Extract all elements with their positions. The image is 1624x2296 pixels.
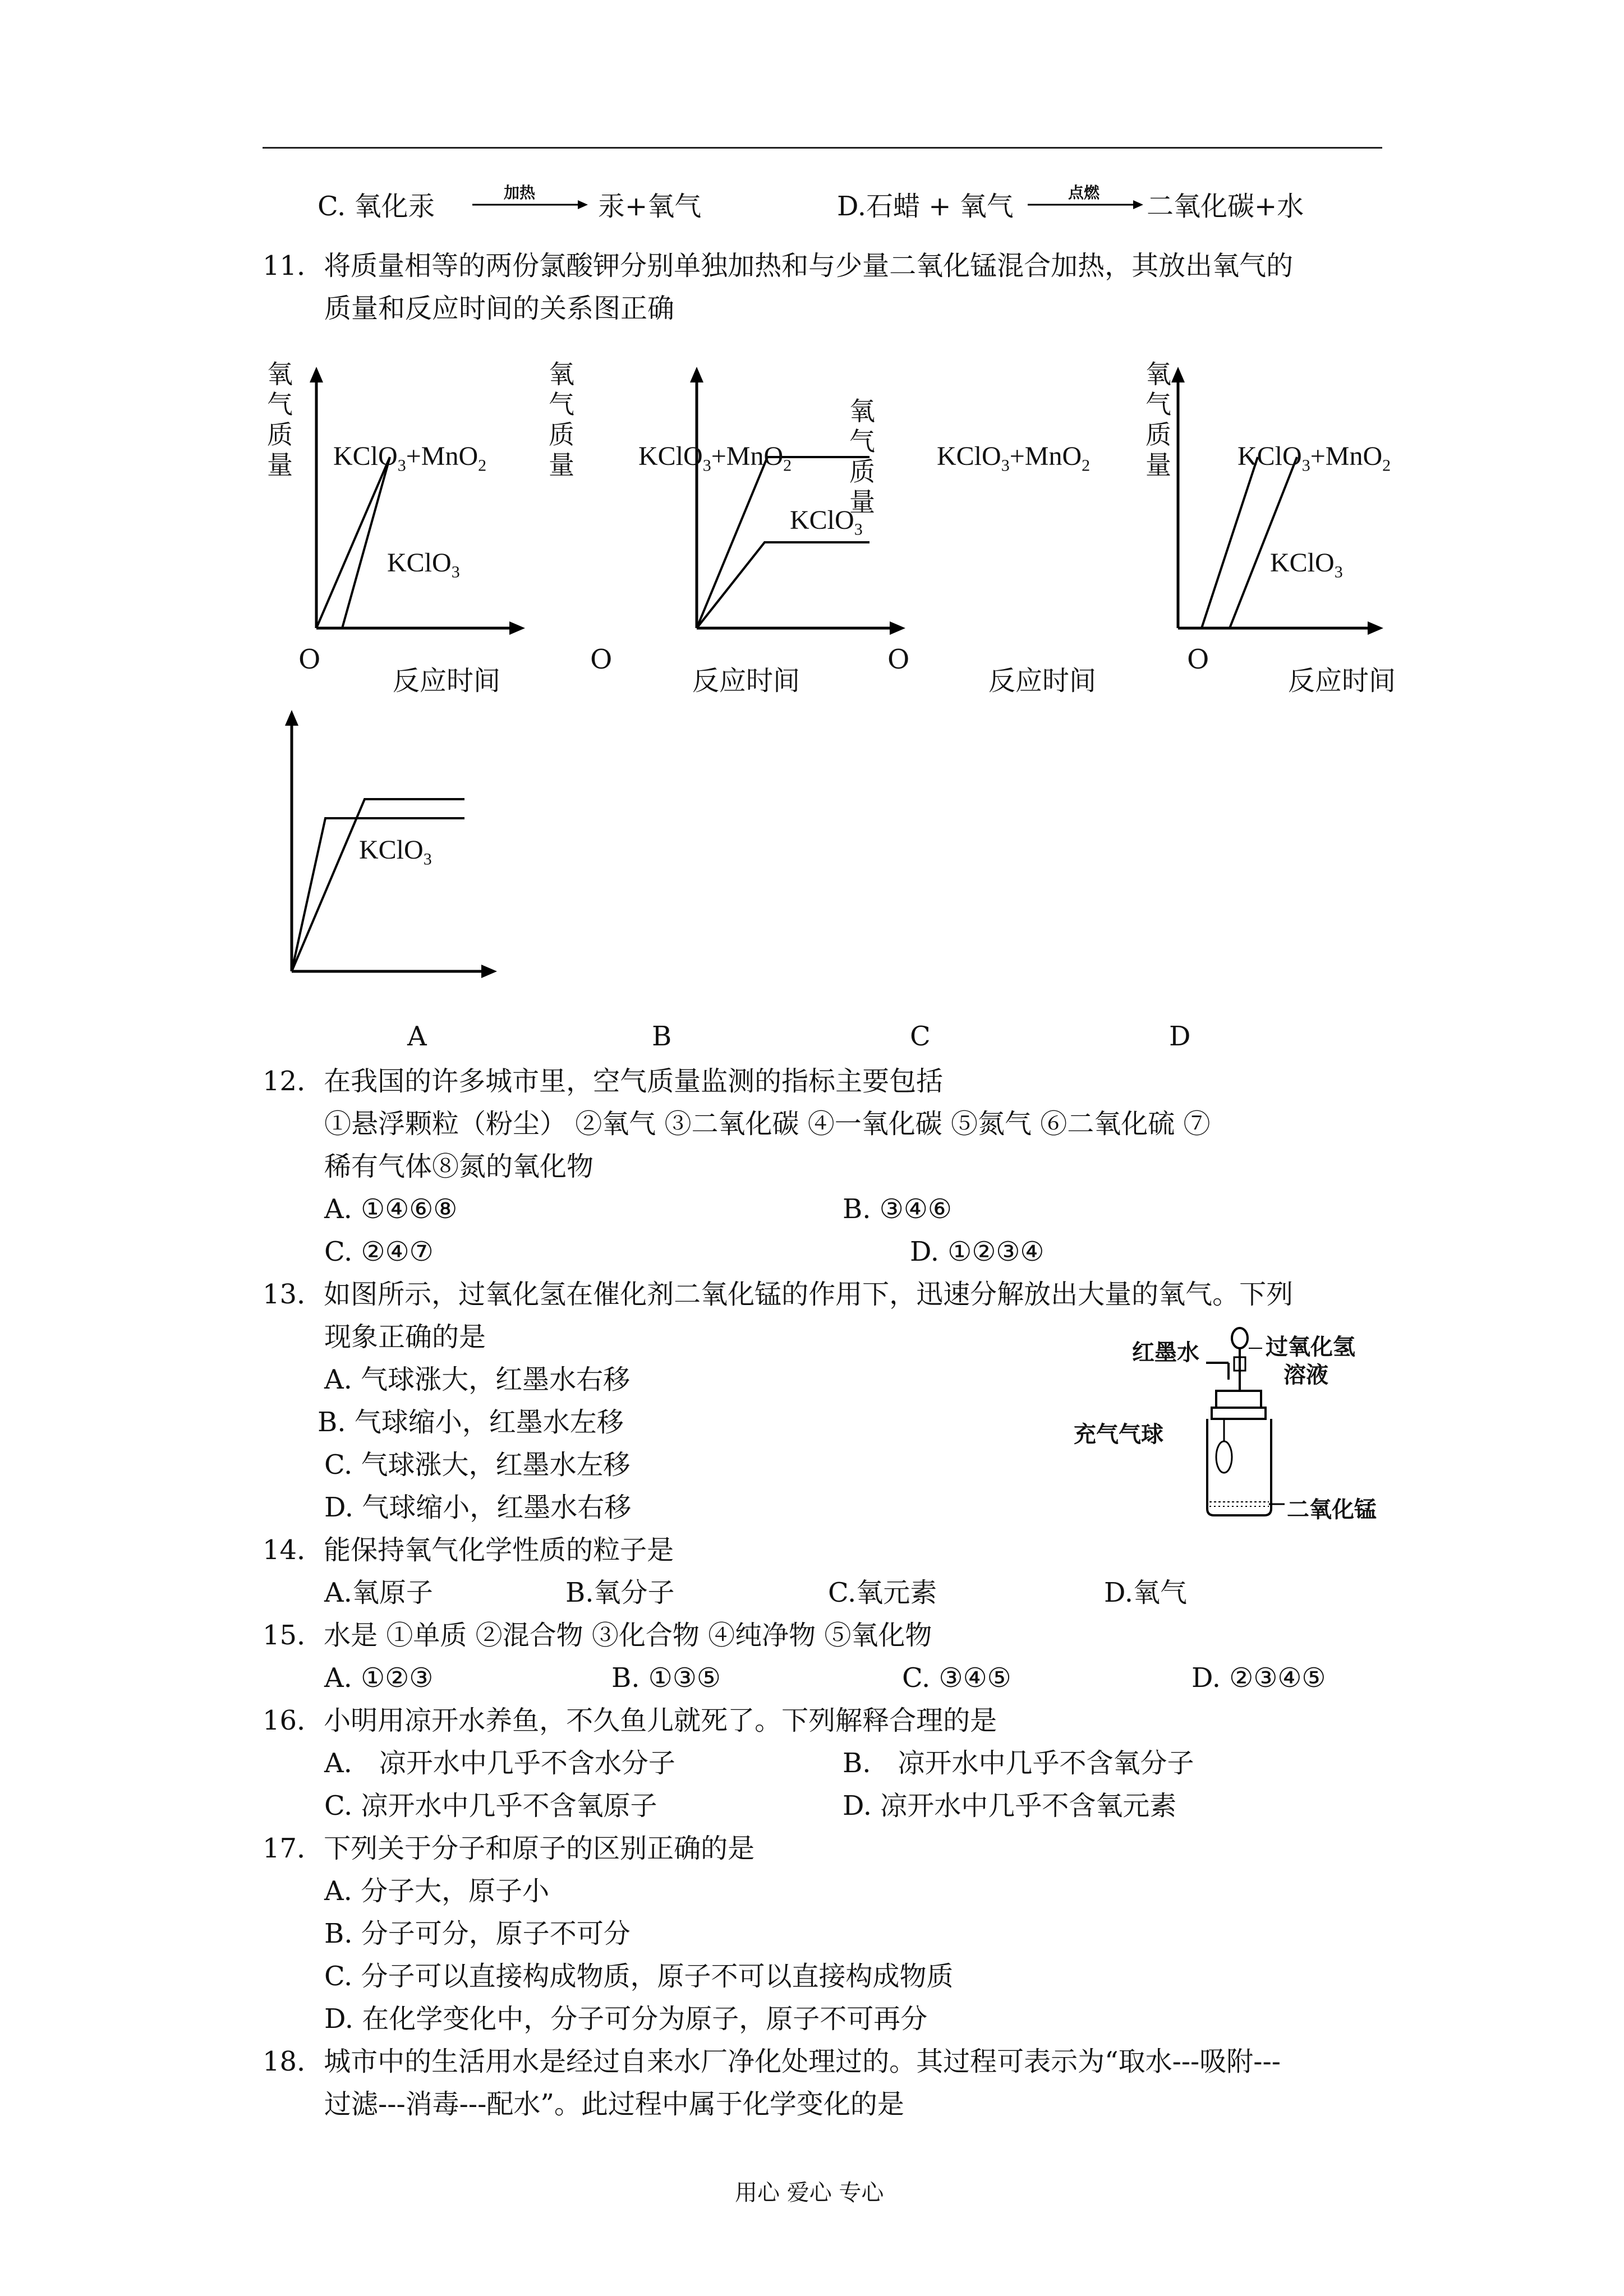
q12-option-b: B. ③④⑥	[843, 1193, 952, 1225]
option-d-product: 二氧化碳+水	[1147, 191, 1304, 222]
q15-option-b: B. ①③⑤	[611, 1662, 721, 1694]
question-13-line2: 现象正确的是	[324, 1321, 486, 1353]
reaction-arrow-icon	[471, 196, 589, 213]
reaction-arrow-icon	[1027, 196, 1144, 213]
q16-option-d: D. 凉开水中几乎不含氧元素	[843, 1790, 1177, 1822]
origin-label: O	[298, 644, 321, 675]
y-axis-label: 氧气质量	[1145, 359, 1171, 480]
q17-option-b: B. 分子可分，原子不可分	[324, 1918, 631, 1949]
question-14-stem: 14．能保持氧气化学性质的粒子是	[263, 1534, 674, 1566]
label-inflated-balloon: 充气气球	[1074, 1422, 1163, 1447]
question-13-line1: 13．如图所示，过氧化氢在催化剂二氧化锰的作用下，迅速分解放出大量的氧气。下列	[263, 1279, 1294, 1310]
option-b-label: B	[652, 1021, 672, 1052]
option-c-label: C	[910, 1021, 931, 1052]
x-axis-label: 反应时间	[988, 665, 1097, 697]
q13-option-a: A. 气球涨大，红墨水右移	[324, 1364, 631, 1395]
graph-a-plot	[292, 365, 527, 639]
option-d-reactant: D.石蜡 + 氧气	[837, 191, 1014, 222]
option-a-label: A	[407, 1021, 427, 1052]
label-kclo3: KClO$_3$	[1270, 548, 1343, 582]
label-kclo3-mno2: KClO$_3$+MnO$_2$	[1237, 441, 1391, 475]
q13-option-d: D. 气球缩小，红墨水右移	[324, 1492, 632, 1523]
q12-option-d: D. ①②③④	[910, 1236, 1045, 1267]
label-kclo3: KClO$_3$	[790, 505, 863, 539]
q13-option-b: B. 气球缩小，红墨水左移	[318, 1407, 624, 1438]
label-kclo3: KClO$_3$	[359, 835, 432, 869]
label-manganese-dioxide: 二氧化锰	[1287, 1497, 1377, 1523]
x-axis-label: 反应时间	[393, 665, 501, 697]
label-red-ink: 红墨水	[1132, 1340, 1199, 1366]
question-12-items-line2: 稀有气体⑧氮的氧化物	[324, 1151, 594, 1182]
page-footer: 用心 爱心 专心	[735, 2180, 884, 2206]
q14-option-b: B.氧分子	[565, 1577, 675, 1608]
question-12-stem: 12．在我国的许多城市里，空气质量监测的指标主要包括	[263, 1066, 944, 1097]
q16-option-a: A. 凉开水中几乎不含水分子	[324, 1748, 675, 1779]
option-d-label: D	[1169, 1021, 1191, 1052]
q17-option-a: A. 分子大，原子小	[324, 1875, 550, 1907]
option-d-condition: 点燃	[1068, 183, 1100, 202]
origin-label: O	[887, 644, 910, 675]
q16-option-b: B. 凉开水中几乎不含氧分子	[843, 1748, 1194, 1779]
graph-d-plot	[1150, 365, 1386, 639]
option-c-condition: 加热	[504, 183, 536, 202]
label-hydrogen-peroxide: 过氧化氢	[1266, 1334, 1355, 1360]
y-axis-label: 氧气质量	[849, 396, 875, 517]
question-15-stem: 15．水是 ①单质 ②混合物 ③化合物 ④纯净物 ⑤氧化物	[263, 1620, 932, 1651]
origin-label: O	[1187, 644, 1209, 675]
q12-option-a: A. ①④⑥⑧	[324, 1193, 458, 1225]
label-kclo3-mno2: KClO$_3$+MnO$_2$	[333, 441, 487, 475]
x-axis-label: 反应时间	[692, 665, 801, 697]
q17-option-d: D. 在化学变化中，分子可分为原子，原子不可再分	[324, 2003, 928, 2035]
q17-option-c: C. 分子可以直接构成物质，原子不可以直接构成物质	[324, 1961, 954, 1992]
label-kclo3-mno2: KClO$_3$+MnO$_2$	[937, 441, 1091, 475]
origin-label: O	[590, 644, 613, 675]
q14-option-a: A.氧原子	[324, 1577, 433, 1608]
question-17-stem: 17．下列关于分子和原子的区别正确的是	[263, 1833, 755, 1864]
y-axis-label: 氧气质量	[549, 359, 574, 480]
q14-option-d: D.氧气	[1104, 1577, 1188, 1608]
label-kclo3: KClO$_3$	[387, 548, 460, 582]
header-rule	[263, 147, 1382, 149]
question-18-line1: 18．城市中的生活用水是经过自来水厂净化处理过的。其过程可表示为“取水---吸附---	[263, 2046, 1281, 2077]
q15-option-c: C. ③④⑤	[902, 1662, 1011, 1694]
question-18-line2: 过滤---消毒---配水”。此过程中属于化学变化的是	[324, 2088, 904, 2120]
question-16-stem: 16．小明用凉开水养鱼，不久鱼儿就死了。下列解释合理的是	[263, 1705, 997, 1736]
q15-option-a: A. ①②③	[324, 1662, 434, 1694]
label-solution: 溶液	[1283, 1362, 1328, 1388]
question-12-items-line1: ①悬浮颗粒（粉尘） ②氧气 ③二氧化碳 ④一氧化碳 ⑤氮气 ⑥二氧化硫 ⑦	[324, 1108, 1211, 1140]
q14-option-c: C.氧元素	[828, 1577, 937, 1608]
option-c-product: 汞+氧气	[598, 191, 702, 222]
q13-option-c: C. 气球涨大，红墨水左移	[324, 1449, 631, 1481]
question-11-line2: 质量和反应时间的关系图正确	[324, 293, 675, 324]
q16-option-c: C. 凉开水中几乎不含氧原子	[324, 1790, 657, 1822]
option-c-reactant: C. 氧化汞	[318, 191, 435, 222]
x-axis-label: 反应时间	[1288, 665, 1396, 697]
q15-option-d: D. ②③④⑤	[1191, 1662, 1326, 1694]
question-11-line1: 11．将质量相等的两份氯酸钾分别单独加热和与少量二氧化锰混合加热，其放出氧气的	[263, 250, 1294, 282]
q12-option-c: C. ②④⑦	[324, 1236, 434, 1267]
y-axis-label: 氧气质量	[267, 359, 293, 480]
label-kclo3-mno2: KClO$_3$+MnO$_2$	[638, 441, 792, 475]
